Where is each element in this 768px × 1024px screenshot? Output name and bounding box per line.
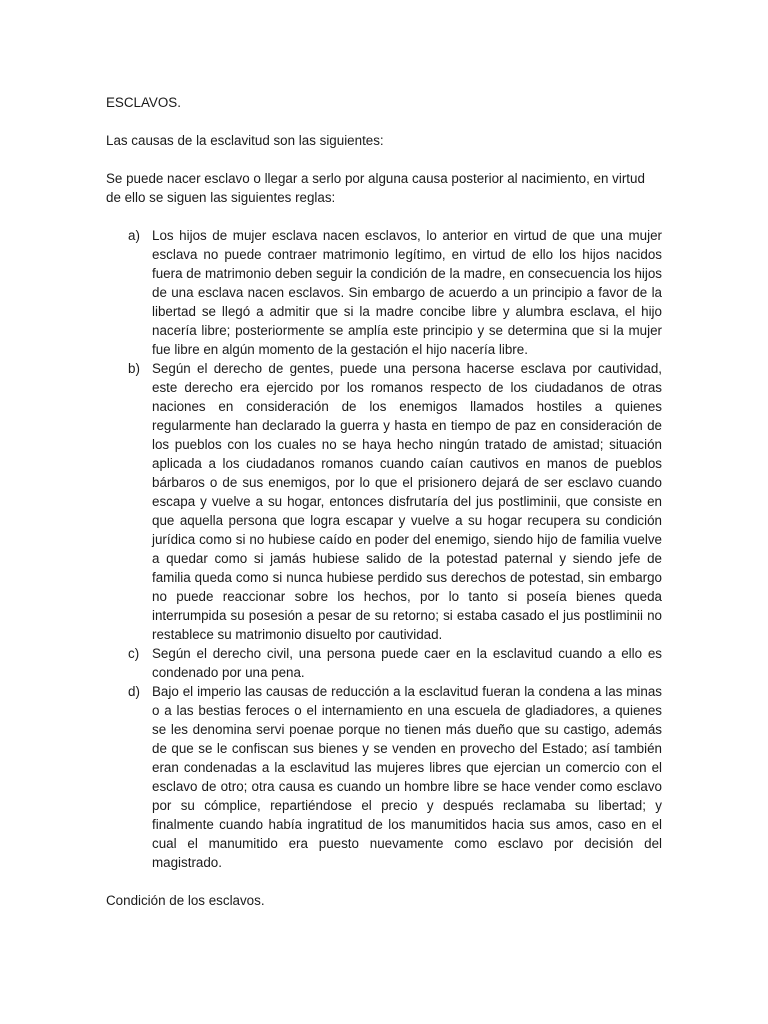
list-marker: d) (128, 684, 140, 699)
list-item (106, 682, 662, 872)
list-item-text: Bajo el imperio las causas de reducción a la esclavitud fueran la condena a las minas o a las bestias feroces o el internamiento en una escuela de gladiadores, a quienes se les denomina servi poenae porque no tienen más dueño que su castigo, además de que se le confiscan sus bienes y se venden en provecho del Estado; así también eran condenadas a la esclavitud las mujeres libres que ejercian un comercio con el esclavo de otro; otra causa es cuando un hombre libre se hace vender como esclavo por su cómplice, repartiéndose el precio y después reclamaba su libertad; y finalmente cuando había ingratitud de los manumitidos hacia sus amos, caso en el cual el manumitido era puesto nuevamente como esclavo por decisión del magistrado. (152, 684, 662, 870)
list-item-text: Los hijos de mujer esclava nacen esclavos, lo anterior en virtud de que una mujer esclava no puede contraer matrimonio legítimo, en virtud de ello los hijos nacidos fuera de matrimonio deben seguir la condición de la madre, en consecuencia los hijos de una esclava nacen esclavos. Sin embargo de acuerdo a un principio a favor de la libertad se llegó a admitir que si la madre concibe libre y alumbra esclava, el hijo nacería libre; posteriormente se amplía este principio y se determina que si la mujer fue libre en algún momento de la gestación el hijo nacería libre. (152, 228, 662, 357)
list-marker: c) (128, 646, 140, 661)
list-item (106, 644, 662, 682)
intro-paragraph: Se puede nacer esclavo o llegar a serlo por alguna causa posterior al nacimiento, en virtud de ello se siguen las siguientes reglas: (106, 171, 645, 205)
list-marker: b) (128, 361, 140, 376)
list-marker: a) (128, 228, 140, 243)
closing-heading: Condición de los esclavos. (106, 893, 265, 908)
list-item (106, 226, 662, 359)
list-item-text: Según el derecho de gentes, puede una persona hacerse esclava por cautividad, este derecho era ejercido por los romanos respecto de los ciudadanos de otras naciones en consideración de los enemigos llamados hostiles a quienes regularmente han declarado la guerra y hasta en tiempo de paz en consideración de los pueblos con los cuales no se haya hecho ningún tratado de amistad; situación aplicada a los ciudadanos romanos cuando caían cautivos en manos de pueblos bárbaros o de sus enemigos, por lo que el prisionero dejará de ser esclavo cuando escapa y vuelve a su hogar, entonces disfrutaría del jus postliminii, que consiste en que aquella persona que logra escapar y vuelve a su hogar recupera su condición jurídica como si no hubiese caído en poder del enemigo, siendo hijo de familia vuelve a quedar como si jamás hubiese salido de la potestad paternal y siendo jefe de familia queda como si nunca hubiese perdido sus derechos de potestad, sin embargo no puede reaccionar sobre los hechos, por lo tanto si poseía bienes queda interrumpida su posesión a pesar de su retorno; si estaba casado el jus postliminii no restablece su matrimonio disuelto por cautividad. (152, 361, 662, 642)
list-item (106, 359, 662, 644)
document-heading: ESCLAVOS. (106, 95, 181, 110)
causes-list (106, 226, 662, 872)
list-item-text: Según el derecho civil, una persona puede caer en la esclavitud cuando a ello es condenado por una pena. (152, 646, 662, 680)
intro-line: Las causas de la esclavitud son las siguientes: (106, 133, 384, 148)
